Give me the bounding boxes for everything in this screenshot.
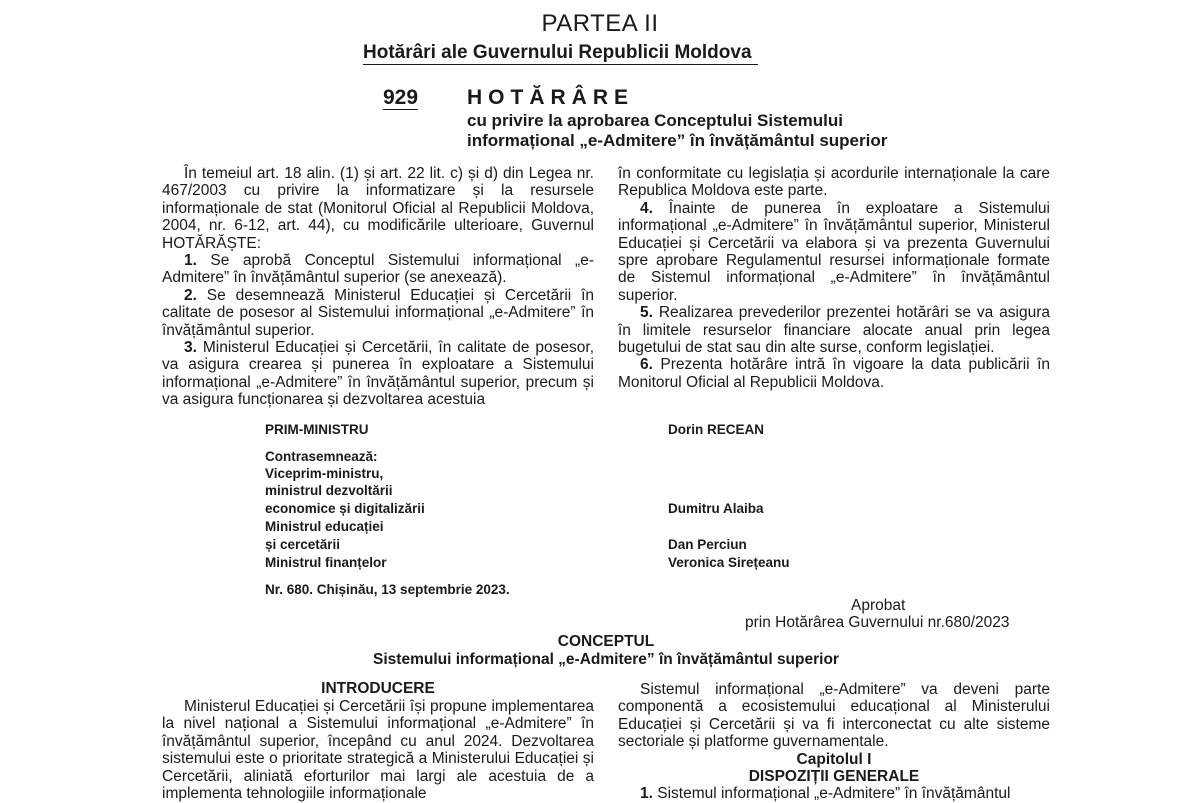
approval-line-2: prin Hotărârea Guvernului nr.680/2023 bbox=[745, 614, 1010, 631]
chapter-label: Capitolul I bbox=[796, 750, 872, 768]
ecosystem-paragraph: Sistemul informațional „e-Admitere” va deveni parte componentă a ecosistemului educațional al Ministerului Educației și Cercetării și va fi interconectat cu alte sisteme sectoriale și platforme guvernamentale. bbox=[618, 681, 1050, 751]
article-3 bbox=[162, 339, 594, 409]
role-1-line-1: Viceprim-ministru, bbox=[265, 466, 384, 481]
concept-clause-1-number: 1. bbox=[640, 785, 653, 803]
concept-clause-1 bbox=[618, 785, 1050, 802]
article-6 bbox=[618, 356, 1050, 391]
decision-title-line-1: cu privire la aprobarea Conceptului Sistemului bbox=[467, 111, 843, 130]
legal-basis-paragraph: În temeiul art. 18 alin. (1) și art. 22 lit. c) și d) din Legea nr. 467/2003 cu privire la informatizare și la resursele informaționale de stat (Monitorul Oficial al Republicii Moldova, 2004, nr. 6-12, art. 44), cu modificările ulterioare, Guvernul HOTĂRĂȘTE: bbox=[162, 165, 594, 252]
article-4-number: 4. bbox=[640, 199, 653, 217]
intro-heading: INTRODUCERE bbox=[321, 680, 435, 697]
concept-clause-1-text: Sistemul informațional „e-Admitere” în învățământul bbox=[657, 785, 1011, 803]
section-heading: Hotărâri ale Guvernului Republicii Moldova bbox=[363, 42, 758, 65]
article-2 bbox=[162, 287, 594, 339]
decision-body-left bbox=[162, 165, 594, 409]
decision-body-right bbox=[618, 165, 1050, 391]
article-5-text: Realizarea prevederilor prezentei hotărâri se va asigura în limitele resurselor financiare alocate anual prin legea bugetului de stat sau din alte surse, conform legislației. bbox=[618, 304, 1050, 357]
article-1-number: 1. bbox=[184, 252, 197, 270]
concept-body-left bbox=[162, 698, 594, 802]
article-1 bbox=[162, 252, 594, 287]
concept-subtitle: Sistemului informațional „e-Admitere” în învățământul superior bbox=[373, 651, 839, 668]
article-3-text: Ministerul Educației și Cercetării, în calitate de posesor, va asigura crearea și punerea în exploatare a Sistemului informațional „e-Admitere” în învățământul superior, precum și va asigura funcționarea și dezvoltarea acestuia bbox=[162, 339, 594, 409]
article-3-number: 3. bbox=[184, 339, 197, 357]
signatory-3-name: Veronica Sirețeanu bbox=[668, 555, 790, 570]
article-6-text: Prezenta hotărâre intră în vigoare la data publicării în Monitorul Oficial al Republicii Moldova. bbox=[618, 356, 1050, 391]
role-2-line-1: Ministrul educației bbox=[265, 519, 384, 534]
signatory-2-name: Dan Perciun bbox=[668, 537, 747, 552]
role-1-line-2: ministrul dezvoltării bbox=[265, 483, 393, 498]
chapter-title: DISPOZIȚII GENERALE bbox=[748, 768, 920, 786]
role-3: Ministrul finanțelor bbox=[265, 555, 387, 570]
decision-number: 929 bbox=[383, 86, 419, 109]
intro-paragraph: Ministerul Educației și Cercetării își propune implementarea la nivel național a Sistemului informațional „e-Admitere” în învățământul superior, începând cu anul 2024. Dezvoltarea sistemului este o prioritate strategică a Ministerului Educației și Cercetării, aliniată eforturilor mai largi ale acestuia de a implementa tehnologiile informaționale bbox=[162, 698, 594, 803]
part-heading: PARTEA II bbox=[541, 10, 659, 37]
article-5-number: 5. bbox=[640, 304, 653, 322]
article-4-text: Înainte de punerea în exploatare a Sistemului informațional „e-Admitere” în învățământul superior, Ministerul Educației și Cercetării va elabora și va prezenta Guvernului spre aprobare Regulamentul resursei informaționale formate de Sistemul informațional „e-Admitere” în învățământul superior. bbox=[618, 199, 1050, 304]
prime-minister-title: PRIM-MINISTRU bbox=[265, 422, 369, 437]
role-2-line-2: și cercetării bbox=[265, 537, 341, 552]
article-5 bbox=[618, 304, 1050, 356]
concept-body-right bbox=[618, 681, 1050, 803]
article-3-continuation: în conformitate cu legislația și acordurile internaționale la care Republica Moldova este parte. bbox=[618, 165, 1050, 200]
countersign-label: Contrasemnează: bbox=[265, 449, 378, 464]
role-1-line-3: economice și digitalizării bbox=[265, 501, 425, 516]
article-2-number: 2. bbox=[184, 286, 197, 304]
concept-title: CONCEPTUL bbox=[557, 633, 655, 650]
decision-footer: Nr. 680. Chișinău, 13 septembrie 2023. bbox=[265, 582, 510, 597]
decision-type: HOTĂRÂRE bbox=[467, 86, 634, 109]
decision-title-line-2: informațional „e-Admitere” în învățământul superior bbox=[467, 131, 888, 150]
article-2-text: Se desemnează Ministerul Educației și Cercetării în calitate de posesor al Sistemului informațional „e-Admitere” în învățământul superior. bbox=[162, 286, 595, 339]
article-4 bbox=[618, 200, 1050, 304]
approval-line-1: Aprobat bbox=[851, 597, 906, 614]
prime-minister-name: Dorin RECEAN bbox=[668, 422, 765, 437]
article-6-number: 6. bbox=[640, 356, 653, 374]
article-1-text: Se aprobă Conceptul Sistemului informațional „e-Admitere” în învățământul superior (se anexează). bbox=[162, 252, 594, 287]
signatory-1-name: Dumitru Alaiba bbox=[668, 501, 764, 516]
